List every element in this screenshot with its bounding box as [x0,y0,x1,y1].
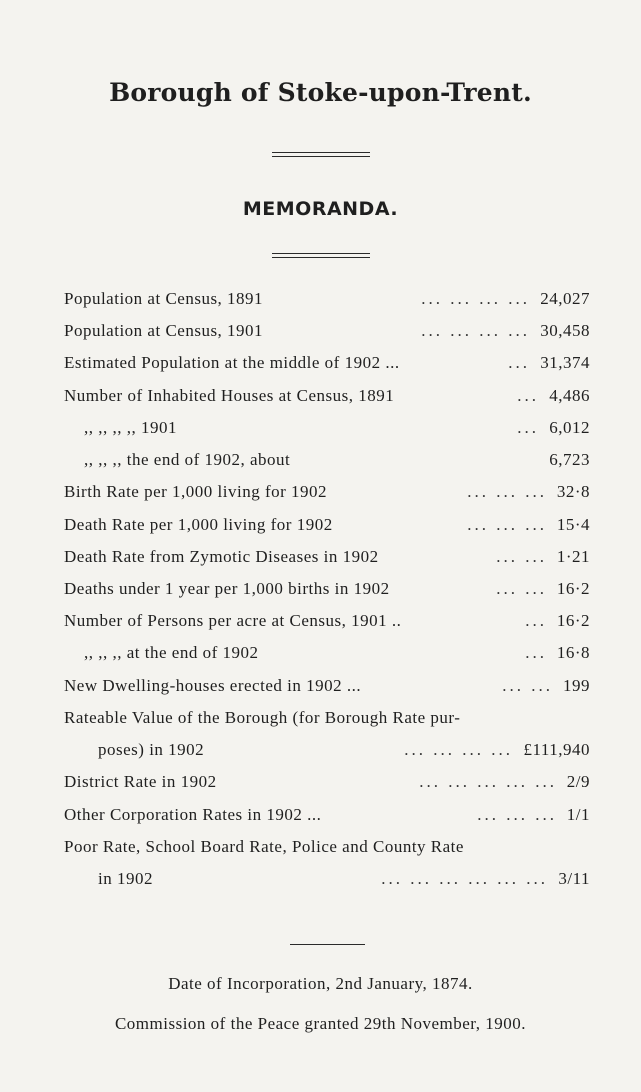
row-label: Estimated Population at the middle of 1902 ... [64,353,400,372]
leader-dots: ... ... [496,579,547,598]
row-label: Deaths under 1 year per 1,000 births in 1902 [64,579,390,598]
row-label: ,, ,, ,, ,, 1901 [84,418,177,437]
row-label: Number of Inhabited Houses at Census, 1891 [64,386,395,405]
leader-dots: ... ... [496,547,547,566]
leader-dots: ... ... ... ... ... ... [381,869,548,888]
leader-dots: ... [508,353,530,372]
row-label: Population at Census, 1901 [64,321,264,340]
memoranda-row [64,386,590,412]
row-value: 2/9 [566,772,590,791]
row-label: Rateable Value of the Borough (for Borough Rate pur- [64,708,461,727]
row-label: ,, ,, ,, the end of 1902, about [84,450,291,469]
row-value: 16·2 [556,611,590,630]
memoranda-row [64,450,590,476]
leader-dots: ... ... ... ... [421,321,530,340]
row-value: 199 [563,676,590,695]
row-label: New Dwelling-houses erected in 1902 ... [64,676,362,695]
row-value: 16·8 [556,643,590,662]
row-value: 30,458 [540,321,590,340]
row-value: 6,723 [549,450,590,469]
memoranda-row [64,772,590,798]
memoranda-row [64,579,590,605]
row-value: 24,027 [540,289,590,308]
row-value: 32·8 [556,482,590,501]
row-label: Number of Persons per acre at Census, 1901 .. [64,611,402,630]
leader-dots: ... ... ... [477,805,557,824]
row-label: Death Rate from Zymotic Diseases in 1902 [64,547,379,566]
row-label: Death Rate per 1,000 living for 1902 [64,515,333,534]
memoranda-row [64,289,590,315]
row-label: District Rate in 1902 [64,772,217,791]
memoranda-row [64,837,590,863]
row-value: 16·2 [556,579,590,598]
section-heading: MEMORANDA. [242,198,399,220]
row-value: 1·21 [556,547,590,566]
row-label: in 1902 [98,869,153,888]
row-value: 31,374 [540,353,590,372]
memoranda-row [64,353,590,379]
memoranda-row [64,740,590,766]
memoranda-row [64,418,590,444]
single-rule-bottom [290,944,365,945]
memoranda-row [64,321,590,347]
leader-dots: ... ... ... [467,515,547,534]
double-rule-top [272,152,370,157]
row-label: poses) in 1902 [98,740,205,759]
leader-dots: ... [517,418,539,437]
row-label: ,, ,, ,, at the end of 1902 [84,643,259,662]
memoranda-row [64,515,590,541]
row-value: £111,940 [523,740,590,759]
memoranda-row [64,708,590,734]
row-label: Population at Census, 1891 [64,289,264,308]
memoranda-row [64,643,590,669]
page-title: Borough of Stoke-upon-Trent. [109,78,532,107]
double-rule-middle [272,253,370,258]
leader-dots: ... [517,386,539,405]
memoranda-row [64,611,590,637]
row-value: 4,486 [549,386,590,405]
memoranda-row [64,869,590,895]
row-value: 15·4 [556,515,590,534]
memoranda-row [64,482,590,508]
leader-dots: ... [525,643,547,662]
row-value: 3/11 [558,869,590,888]
row-value: 6,012 [549,418,590,437]
memoranda-row [64,676,590,702]
memoranda-row [64,547,590,573]
row-label: Poor Rate, School Board Rate, Police and County Rate [64,837,464,856]
memoranda-row [64,805,590,831]
commission-date: Commission of the Peace granted 29th November, 1900. [114,1014,527,1033]
leader-dots: ... ... ... ... ... [419,772,557,791]
row-label: Other Corporation Rates in 1902 ... [64,805,322,824]
leader-dots: ... ... [502,676,553,695]
incorporation-date: Date of Incorporation, 2nd January, 1874. [168,974,473,993]
leader-dots: ... ... ... ... [421,289,530,308]
row-label: Birth Rate per 1,000 living for 1902 [64,482,328,501]
leader-dots: ... [525,611,547,630]
leader-dots: ... ... ... [467,482,547,501]
leader-dots: ... ... ... ... [404,740,513,759]
row-value: 1/1 [566,805,590,824]
